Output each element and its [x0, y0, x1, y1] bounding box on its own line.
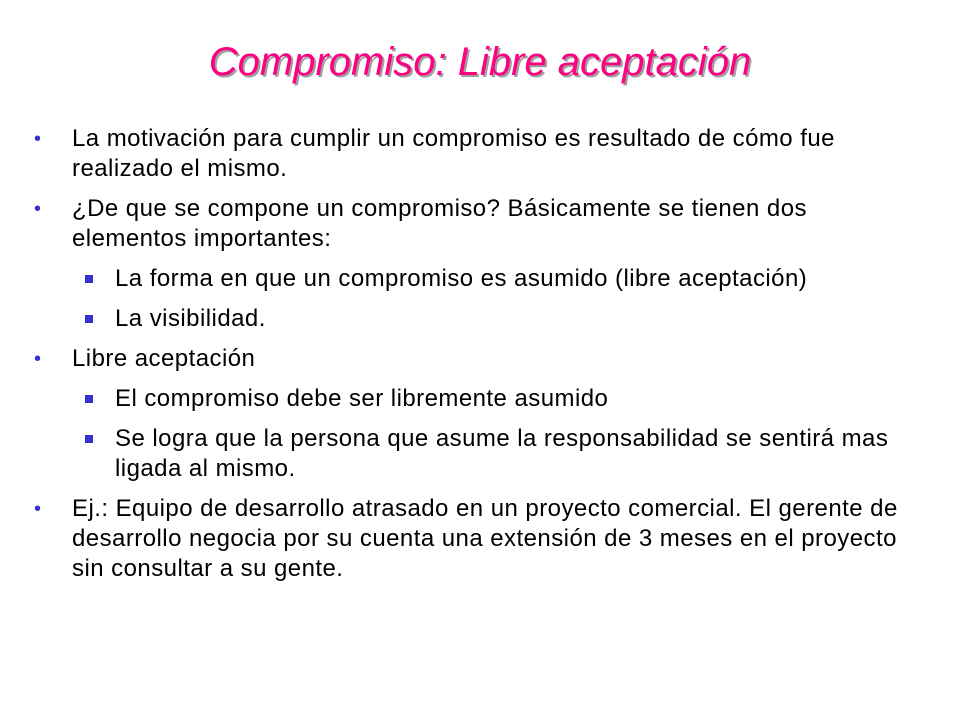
round-bullet-icon: • — [34, 498, 42, 520]
square-bullet-icon — [85, 275, 93, 283]
round-bullet-icon: • — [34, 128, 42, 150]
square-bullet-icon — [85, 395, 93, 403]
sub-bullet-item — [34, 304, 924, 334]
bullet-item — [34, 494, 924, 584]
bullet-text: Libre aceptación — [72, 345, 256, 372]
sub-bullet-text: La visibilidad. — [115, 305, 266, 332]
bullet-item — [34, 194, 924, 254]
sub-bullet-text: El compromiso debe ser libremente asumido — [115, 385, 609, 412]
bullet-item — [34, 124, 924, 184]
sub-bullet-item — [34, 424, 924, 484]
sub-bullet-item — [34, 264, 924, 294]
square-bullet-icon — [85, 435, 93, 443]
bullet-text: La motivación para cumplir un compromiso es resultado de cómo fue realizado el mismo. — [72, 125, 835, 182]
bullet-list — [34, 124, 924, 594]
sub-bullet-text: Se logra que la persona que asume la responsabilidad se sentirá mas ligada al mismo. — [115, 425, 889, 482]
round-bullet-icon: • — [34, 348, 42, 370]
square-bullet-icon — [85, 315, 93, 323]
bullet-text: Ej.: Equipo de desarrollo atrasado en un proyecto comercial. El gerente de desarrollo negocia por su cuenta una extensión de 3 meses en el proyecto sin consultar a su gente. — [72, 495, 898, 582]
sub-bullet-item — [34, 384, 924, 414]
sub-bullet-text: La forma en que un compromiso es asumido (libre aceptación) — [115, 265, 808, 292]
round-bullet-icon: • — [34, 198, 42, 220]
slide-title: Compromiso: Libre aceptación — [208, 40, 752, 84]
bullet-text: ¿De que se compone un compromiso? Básicamente se tienen dos elementos importantes: — [72, 195, 807, 252]
bullet-item — [34, 344, 924, 374]
